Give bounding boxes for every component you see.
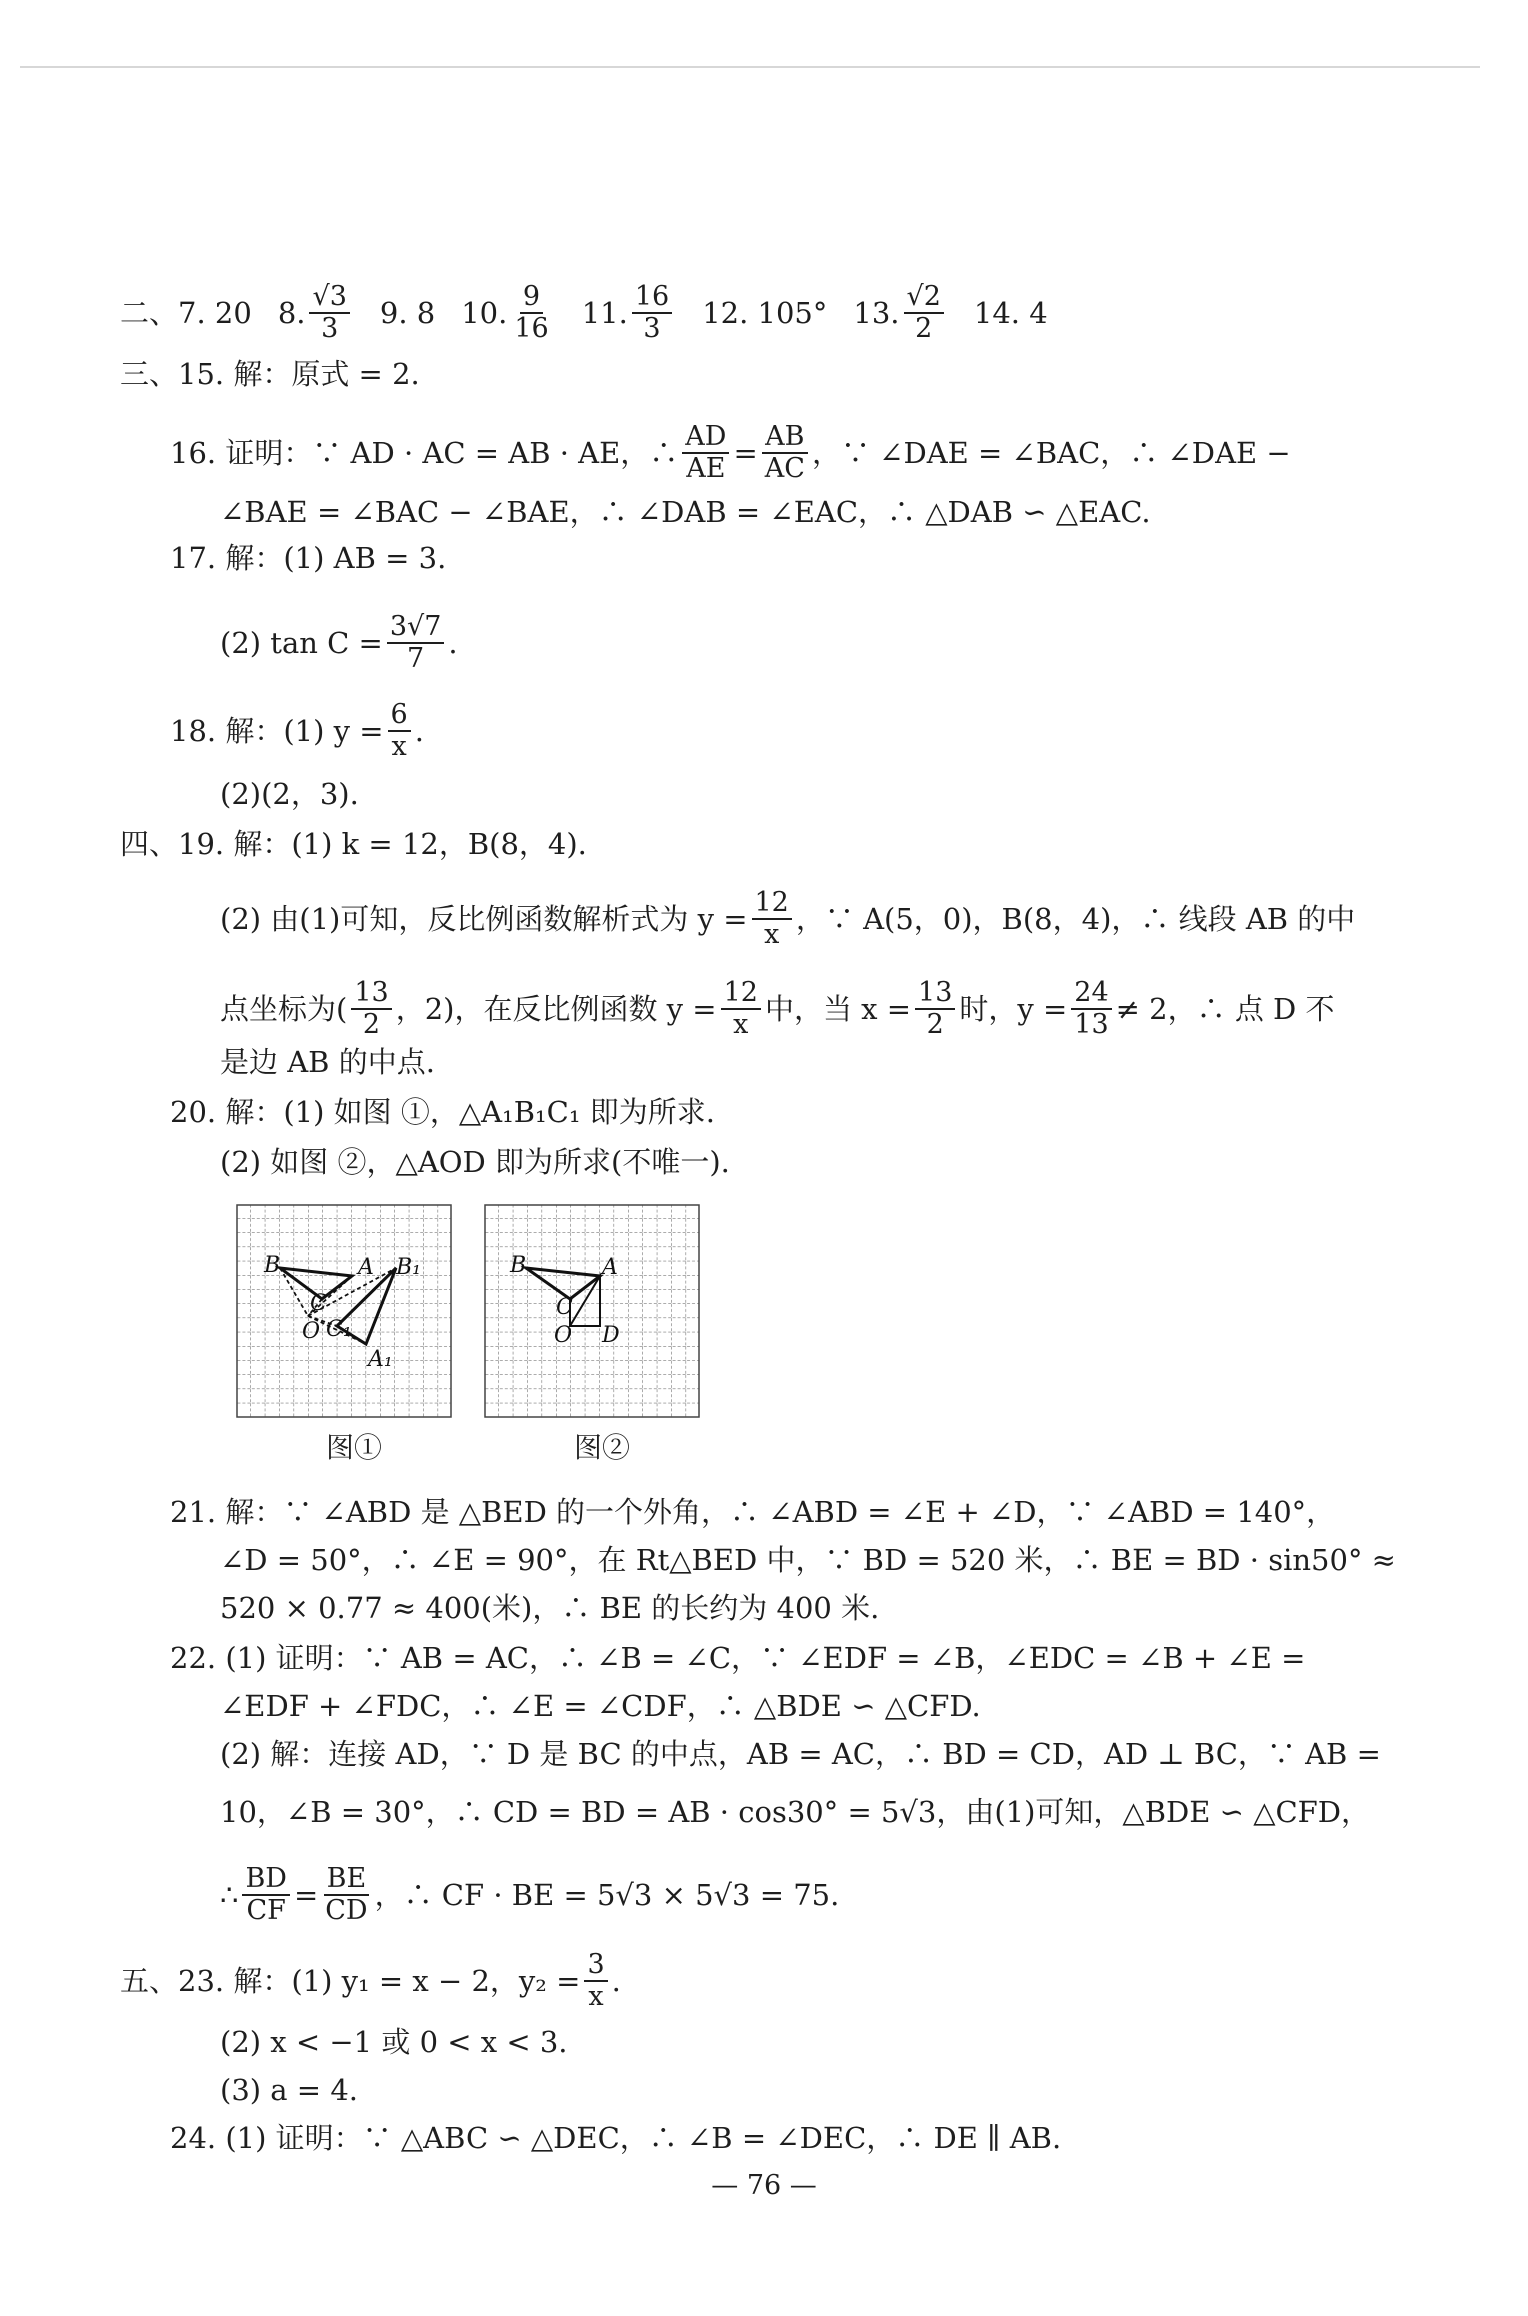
answer-q21-line3: 520 × 0.77 ≈ 400(米)，∴ BE 的长约为 400 米. — [220, 1591, 880, 1625]
answer-q22-line4: 10，∠B = 30°，∴ CD = BD = AB · cos30° = 5√3，由(1)可知，△BDE ∽ △CFD， — [220, 1795, 1371, 1829]
fig1-label-o: O — [302, 1319, 321, 1344]
answer-q24: 24. (1) 证明：∵ △ABC ∽ △DEC，∴ ∠B = ∠DEC，∴ DE ∥ AB. — [170, 2121, 1062, 2155]
answer-q19-line2: (2) 由(1)可知，反比例函数解析式为 y = $\frac{12}{x}$ ，∵ A(5，0)，B(8，4)，∴ 线段 AB 的中 — [220, 887, 1356, 950]
fig1-label-a1: A₁ — [368, 1347, 393, 1372]
answer-q19-line3: 点坐标为( $\frac{13}{2}$ ，2)，在反比例函数 y = $\frac{12}{x}$ 中，当 x = $\frac{13}{2}$ 时，y = $\frac{24}{13}$ ≠ 2，∴ 点 D 不 — [220, 977, 1335, 1040]
fig2-label-b: B — [510, 1253, 527, 1278]
answer-q18-line1: 18. 解：(1) y = $\frac{6}{x}$ . — [170, 699, 424, 762]
answer-q13-fraction: $\frac{√2}{2}$ — [904, 282, 944, 344]
answer-q11-label: 11. — [581, 296, 628, 330]
answer-q16-line1: 16. 证明：∵ AD · AC = AB · AE，∴ $\frac{AD}{AE}$ = $\frac{AB}{AC}$ ，∵ ∠DAE = ∠BAC，∴ ∠DAE − — [170, 421, 1291, 484]
fig1-label-a: A — [358, 1255, 374, 1280]
figure-1-grid — [236, 1204, 452, 1418]
q19-fraction-5: $\frac{24}{13}$ — [1071, 978, 1111, 1040]
q16-fraction-ad-ae: $\frac{AD}{AE}$ — [682, 422, 729, 484]
figure-2-grid — [484, 1204, 700, 1418]
answer-q23-line1: 五、23. 解：(1) y₁ = x − 2，y₂ = $\frac{3}{x}$ . — [120, 1949, 621, 2012]
answer-q22-line1: 22. (1) 证明：∵ AB = AC，∴ ∠B = ∠C，∵ ∠EDF = ∠B，∠EDC = ∠B + ∠E = — [170, 1641, 1306, 1675]
q23-fraction: $\frac{3}{x}$ — [584, 1950, 607, 2012]
answer-q16-line2: ∠BAE = ∠BAC − ∠BAE，∴ ∠DAB = ∠EAC，∴ △DAB ∽ △EAC. — [220, 495, 1151, 529]
section2-answers — [120, 282, 1048, 344]
answer-q23-line2: (2) x < −1 或 0 < x < 3. — [220, 2025, 568, 2059]
fig2-label-o: O — [554, 1323, 573, 1348]
figure-1-caption: 图① — [326, 1432, 383, 1463]
answer-q20-line2: (2) 如图 ②，△AOD 即为所求(不唯一). — [220, 1145, 730, 1179]
answer-q19-line4: 是边 AB 的中点. — [220, 1045, 435, 1079]
answer-q14: 14. 4 — [973, 296, 1048, 330]
q19-fraction-3: $\frac{12}{x}$ — [721, 978, 761, 1040]
section2-prefix: 二、 — [120, 296, 179, 330]
fig1-label-b1: B₁ — [396, 1255, 421, 1280]
q18-fraction: $\frac{6}{x}$ — [388, 700, 411, 762]
answer-q13-label: 13. — [853, 296, 900, 330]
answer-q17-line1: 17. 解：(1) AB = 3. — [170, 541, 447, 575]
q19-fraction-4: $\frac{13}{2}$ — [915, 978, 955, 1040]
answer-q8-label: 8. — [277, 296, 306, 330]
q22-fraction-be-cd: $\frac{BE}{CD}$ — [325, 1863, 368, 1926]
fig1-label-c: C — [310, 1291, 327, 1316]
answer-q20-line1: 20. 解：(1) 如图 ①，△A₁B₁C₁ 即为所求. — [170, 1095, 715, 1129]
answer-q22-line3: (2) 解：连接 AD，∵ D 是 BC 的中点，AB = AC，∴ BD = CD，AD ⊥ BC，∵ AB = — [220, 1737, 1381, 1771]
answer-q18-line2: (2)(2，3). — [220, 777, 359, 811]
fig2-label-d: D — [602, 1323, 620, 1348]
answer-q23-line3: (3) a = 4. — [220, 2073, 358, 2107]
answer-q7: 7. 20 — [178, 296, 252, 330]
fig2-label-c: C — [556, 1295, 573, 1320]
q19-fraction-1: $\frac{12}{x}$ — [752, 888, 792, 950]
page-number: — 76 — — [711, 2170, 817, 2201]
fig2-label-a: A — [602, 1255, 618, 1280]
fig1-label-c1: C₁ — [326, 1317, 352, 1342]
answer-q19-line1: 四、19. 解：(1) k = 12，B(8，4). — [120, 827, 587, 861]
q17-fraction: $\frac{3√7}{7}$ — [387, 612, 445, 674]
q19-fraction-2: $\frac{13}{2}$ — [351, 978, 391, 1040]
answer-q22-line2: ∠EDF + ∠FDC，∴ ∠E = ∠CDF，∴ △BDE ∽ △CFD. — [220, 1689, 981, 1723]
answer-q12: 12. 105° — [702, 296, 828, 330]
answer-q21-line2: ∠D = 50°，∴ ∠E = 90°，在 Rt△BED 中，∵ BD = 520 米，∴ BE = BD · sin50° ≈ — [220, 1543, 1396, 1577]
q16-fraction-ab-ac: $\frac{AB}{AC}$ — [762, 422, 808, 484]
q22-fraction-bd-cf: $\frac{BD}{CF}$ — [242, 1864, 290, 1926]
answer-q10-fraction: $\frac{9}{16}$ — [514, 281, 549, 344]
answer-q21-line1: 21. 解：∵ ∠ABD 是 △BED 的一个外角，∴ ∠ABD = ∠E + ∠D，∵ ∠ABD = 140°， — [170, 1495, 1336, 1529]
answer-q15: 三、15. 解：原式 = 2. — [120, 357, 420, 391]
fig1-label-b: B — [264, 1253, 281, 1278]
answer-q9: 9. 8 — [379, 296, 436, 330]
answer-q11-fraction: $\frac{16}{3}$ — [632, 282, 672, 344]
figure-2-caption: 图② — [574, 1432, 631, 1463]
answer-q8-fraction: $\frac{√3}{3}$ — [309, 282, 349, 344]
answer-q17-line2: (2) tan C = $\frac{3√7}{7}$ . — [220, 611, 458, 674]
answer-q22-line5: ∴ $\frac{BD}{CF}$ = $\frac{BE}{CD}$ ，∴ CF · BE = 5√3 × 5√3 = 75. — [220, 1863, 840, 1926]
top-rule — [20, 66, 1480, 68]
answer-q10-label: 10. — [461, 296, 508, 330]
